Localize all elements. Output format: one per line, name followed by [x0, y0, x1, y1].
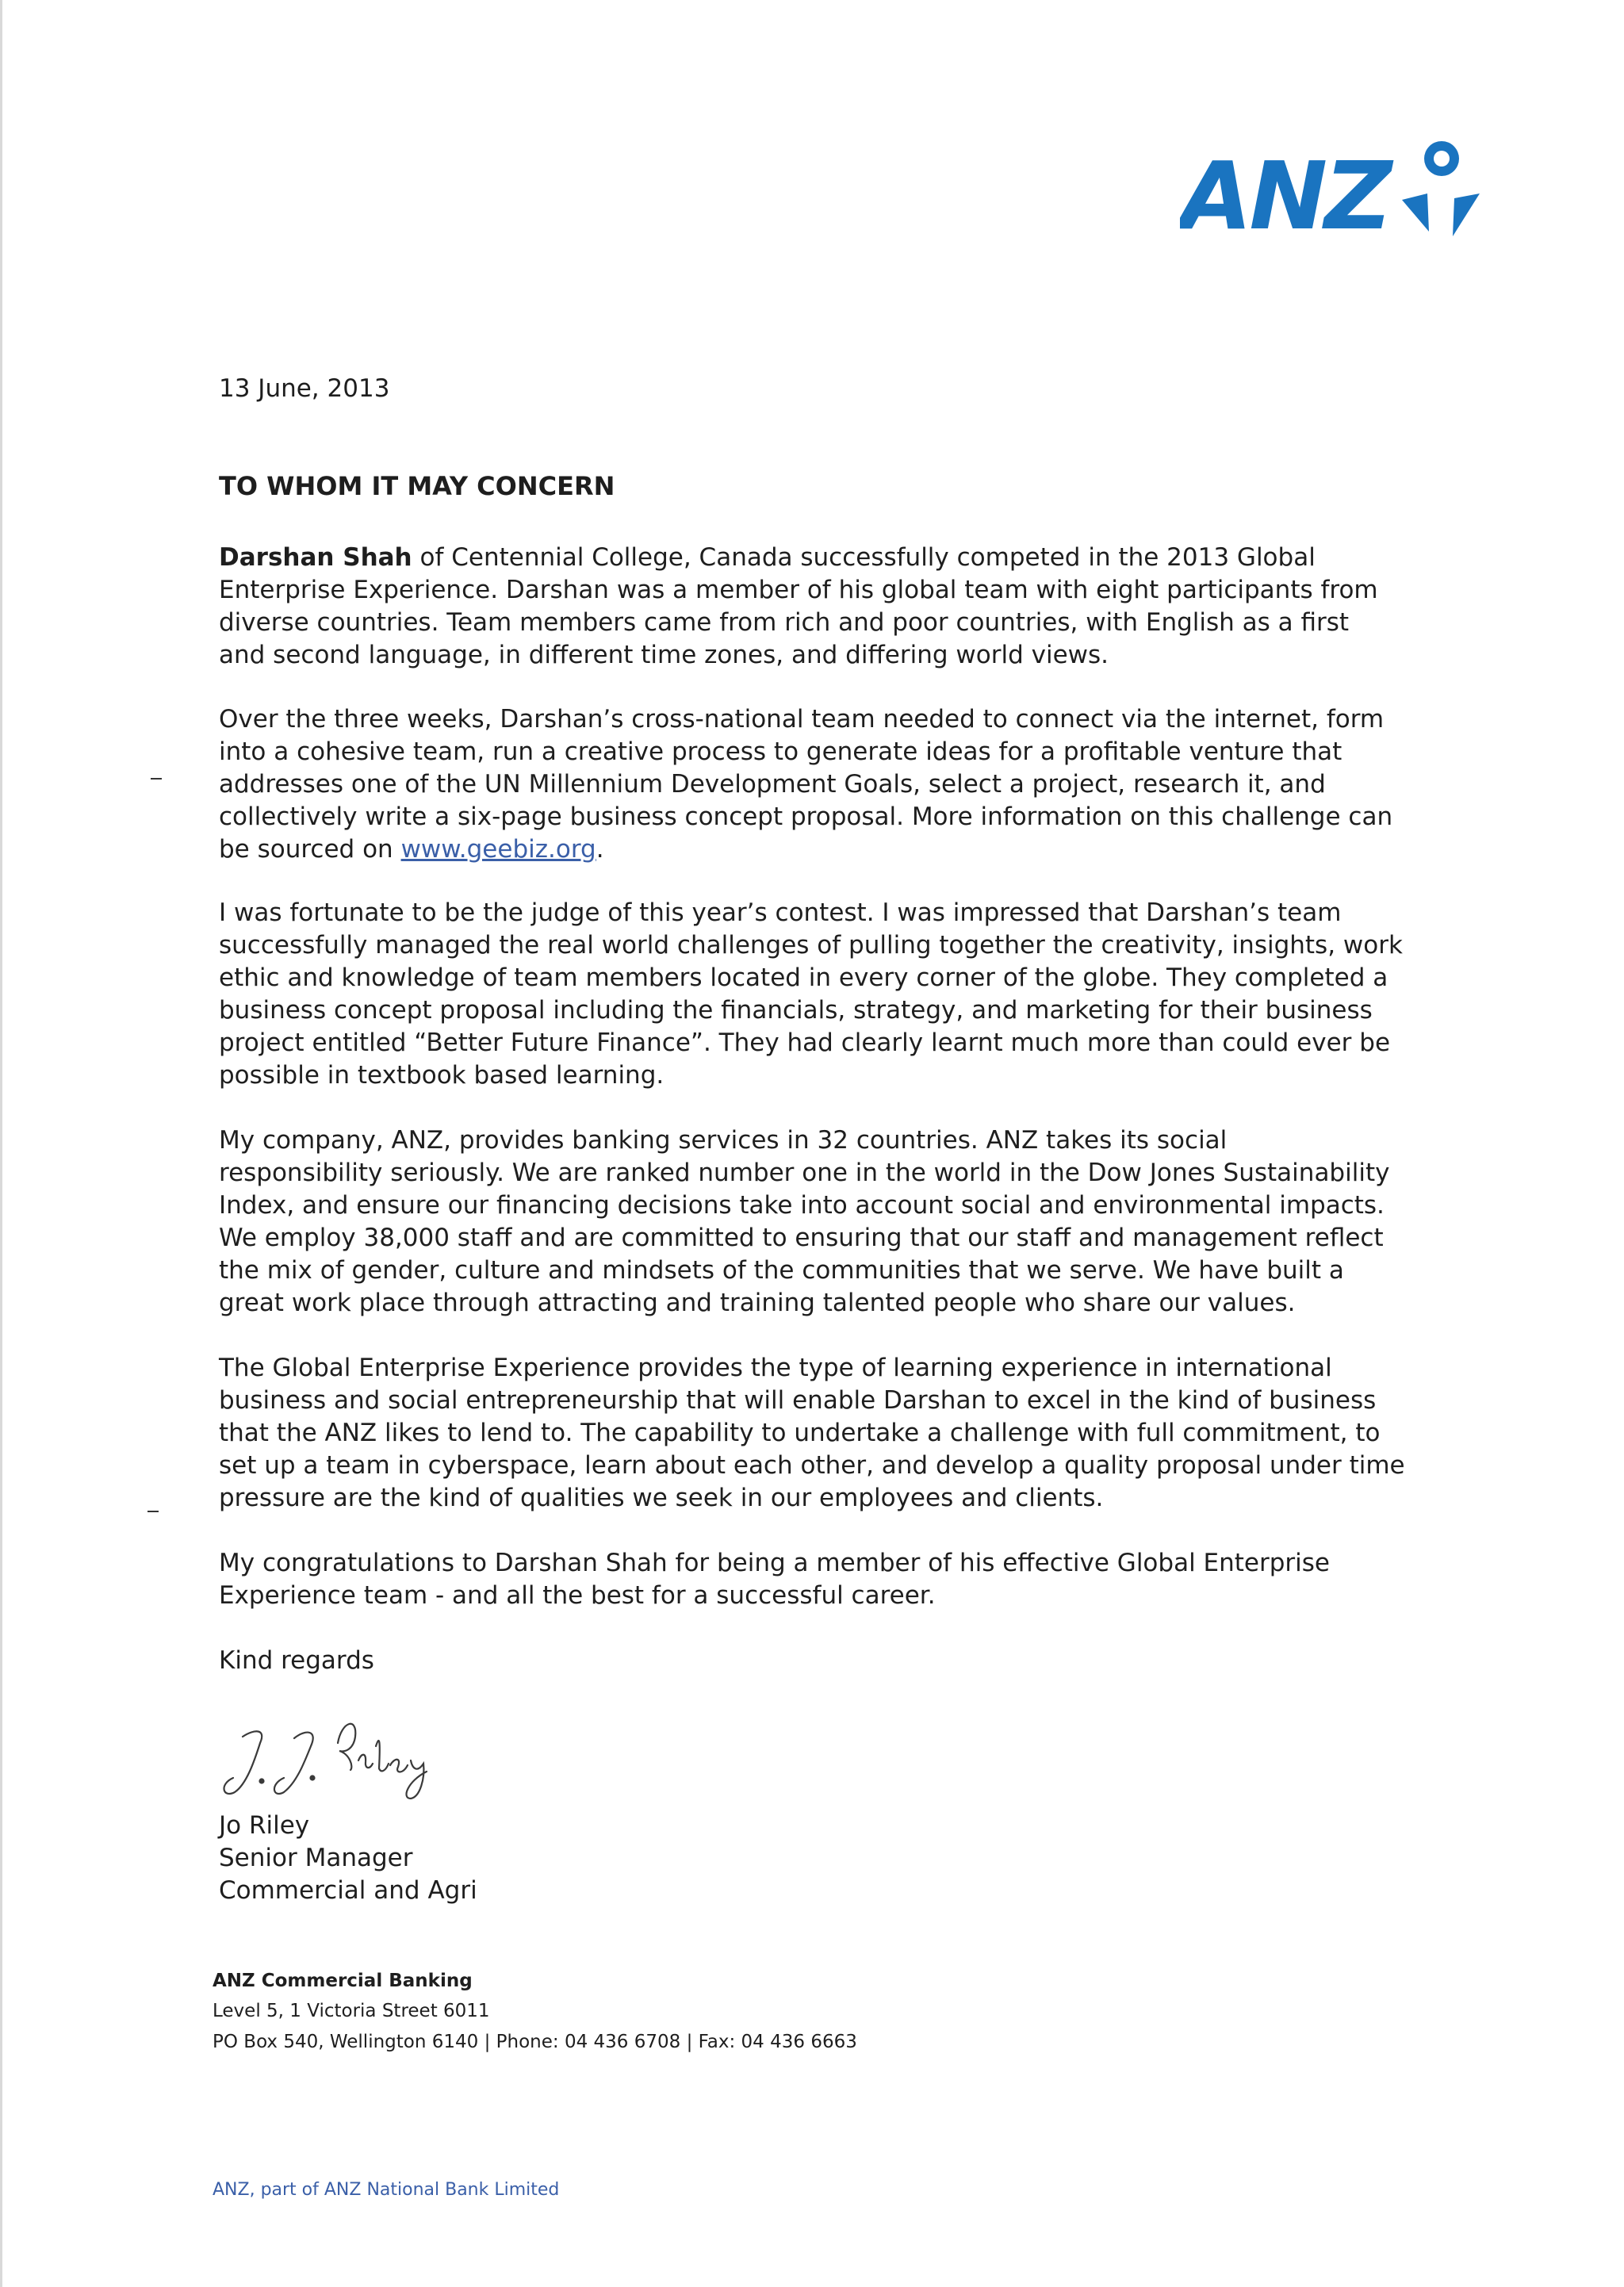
paragraph-3-line: business concept proposal including the financials, strategy, and marketing for their business	[219, 996, 1373, 1025]
paragraph-5-line: The Global Enterprise Experience provides the type of learning experience in international	[219, 1354, 1332, 1382]
signature	[211, 1705, 465, 1808]
margin-mark	[147, 1511, 159, 1512]
paragraph-2-line: be sourced on www.geebiz.org.	[219, 835, 604, 864]
footer-address-line-1: Level 5, 1 Victoria Street 6011	[213, 2001, 490, 2021]
anz-logo	[1180, 135, 1481, 246]
paragraph-2-line: Over the three weeks, Darshan’s cross-national team needed to connect via the internet, form	[219, 705, 1385, 734]
closing: Kind regards	[219, 1646, 374, 1675]
paragraph-4-line: Index, and ensure our financing decisions take into account social and environmental impacts.	[219, 1191, 1385, 1220]
page-edge	[0, 0, 2, 2287]
paragraph-6	[219, 1547, 1488, 1612]
paragraph-4-line: My company, ANZ, provides banking services in 32 countries. ANZ takes its social	[219, 1126, 1228, 1155]
paragraph-5-line: set up a team in cyberspace, learn about each other, and develop a quality proposal under time	[219, 1451, 1405, 1480]
footer-org: ANZ Commercial Banking	[213, 1971, 473, 1991]
footer-legal: ANZ, part of ANZ National Bank Limited	[213, 2180, 560, 2200]
signer-name: Jo Riley	[219, 1811, 310, 1840]
signer-title: Senior Manager	[219, 1844, 413, 1872]
paragraph-3-line: ethic and knowledge of team members located in every corner of the globe. They completed a	[219, 963, 1388, 992]
paragraph-4	[219, 1124, 1488, 1320]
paragraph-1-line: diverse countries. Team members came from rich and poor countries, with English as a first	[219, 608, 1350, 637]
paragraph-3-line: possible in textbook based learning.	[219, 1061, 665, 1090]
paragraph-4-line: responsibility seriously. We are ranked number one in the world in the Dow Jones Sustainability	[219, 1159, 1390, 1187]
anz-people-icon	[1402, 141, 1480, 236]
paragraph-4-line: We employ 38,000 staff and are committed to ensuring that our staff and management reflect	[219, 1224, 1384, 1252]
paragraph-2	[219, 703, 1488, 866]
paragraph-2-line: addresses one of the UN Millennium Development Goals, select a project, research it, and	[219, 770, 1326, 799]
paragraph-1-line: and second language, in different time zones, and differing world views.	[219, 641, 1109, 669]
signer-block	[219, 1810, 1488, 1907]
paragraph-1	[219, 542, 1488, 672]
paragraph-3	[219, 897, 1488, 1092]
paragraph-2-line: collectively write a six-page business concept proposal. More information on this challenge can	[219, 803, 1393, 831]
paragraph-3-line: project entitled “Better Future Finance”. They had clearly learnt much more than could ever be	[219, 1029, 1391, 1057]
paragraph-5-line: pressure are the kind of qualities we seek in our employees and clients.	[219, 1484, 1104, 1512]
geebiz-link[interactable]: www.geebiz.org	[400, 835, 596, 864]
anz-logo-text: ANZ	[1180, 141, 1389, 246]
paragraph-4-line: the mix of gender, culture and mindsets of the communities that we serve. We have built a	[219, 1256, 1344, 1285]
paragraph-5	[219, 1352, 1488, 1515]
paragraph-6-line: Experience team - and all the best for a successful career.	[219, 1581, 936, 1610]
paragraph-3-line: I was fortunate to be the judge of this year’s contest. I was impressed that Darshan’s team	[219, 898, 1342, 927]
paragraph-5-line: business and social entrepreneurship that will enable Darshan to excel in the kind of business	[219, 1386, 1377, 1415]
paragraph-1-line: Darshan Shah of Centennial College, Canada successfully competed in the 2013 Global	[219, 543, 1316, 572]
footer-address-line-2: PO Box 540, Wellington 6140 | Phone: 04 436 6708 | Fax: 04 436 6663	[213, 2032, 857, 2052]
paragraph-4-line: great work place through attracting and training talented people who share our values.	[219, 1289, 1296, 1317]
signer-department: Commercial and Agri	[219, 1876, 477, 1905]
salutation-heading: TO WHOM IT MAY CONCERN	[219, 471, 615, 501]
paragraph-3-line: successfully managed the real world challenges of pulling together the creativity, insights, work	[219, 931, 1403, 960]
margin-mark	[151, 778, 162, 780]
paragraph-2-line: into a cohesive team, run a creative process to generate ideas for a profitable venture that	[219, 737, 1342, 766]
paragraph-5-line: that the ANZ likes to lend to. The capability to undertake a challenge with full commitment, to	[219, 1419, 1381, 1447]
letter-date: 13 June, 2013	[219, 374, 390, 403]
paragraph-6-line: My congratulations to Darshan Shah for being a member of his effective Global Enterprise	[219, 1549, 1331, 1577]
paragraph-1-line: Enterprise Experience. Darshan was a member of his global team with eight participants from	[219, 576, 1378, 604]
candidate-name: Darshan Shah	[219, 543, 412, 572]
